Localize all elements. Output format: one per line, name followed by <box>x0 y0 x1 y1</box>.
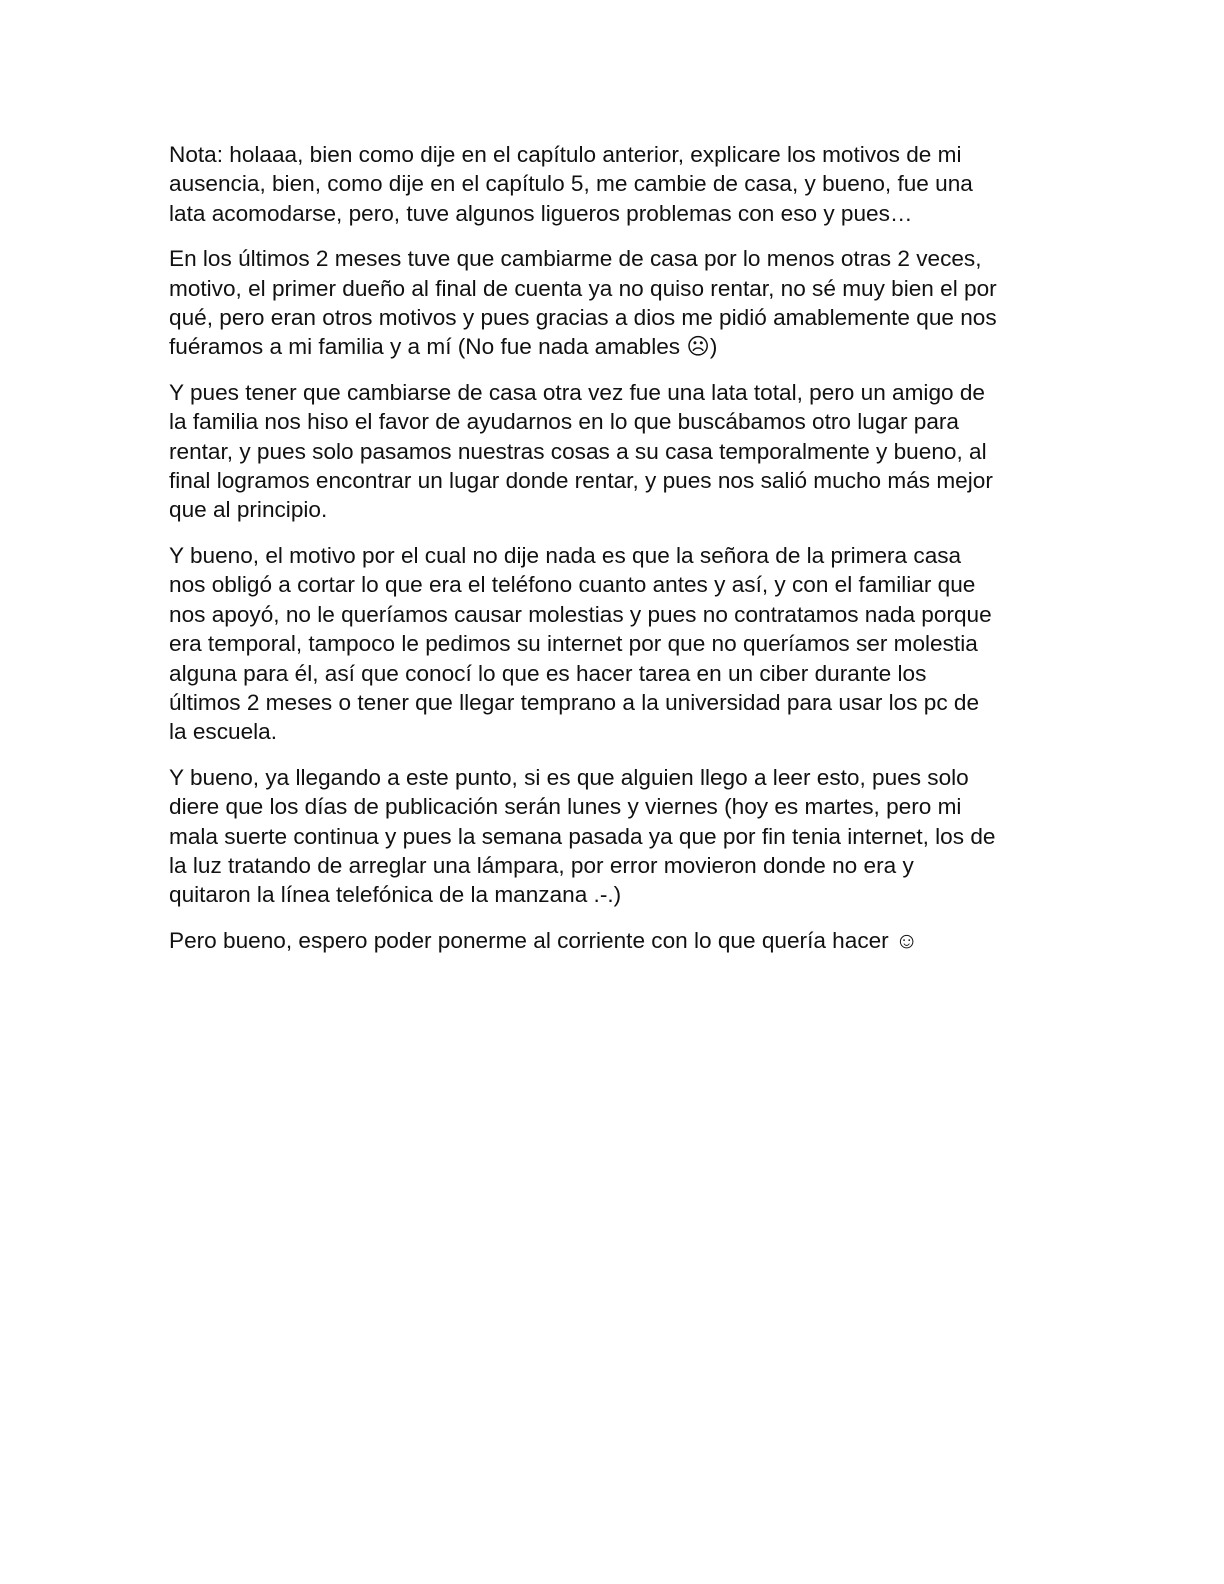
paragraph-publication-days: Y bueno, ya llegando a este punto, si es que alguien llego a leer esto, pues solo diere que los días de publicación serán lunes y viernes (hoy es martes, pero mi mala suerte continua y pues la semana pasada ya que por fin tenia internet, los de la luz tratando de arreglar una lámpara, por error movieron donde no era y quitaron la línea telefónica de la manzana .-.) <box>169 764 996 908</box>
paragraph-no-phone-reason: Y bueno, el motivo por el cual no dije nada es que la señora de la primera casa nos obligó a cortar lo que era el teléfono cuanto antes y así, y con el familiar que nos apoyó, no le queríamos causar molestias y pues no contratamos nada porque era temporal, tampoco le pedimos su internet por que no queríamos ser molestia alguna para él, así que conocí lo que es hacer tarea en un ciber durante los últimos 2 meses o tener que llegar temprano a la universidad para usar los pc de la escuela. <box>169 542 992 745</box>
document-body <box>169 140 1047 971</box>
paragraph-family-friend: Y pues tener que cambiarse de casa otra vez fue una lata total, pero un amigo de la familia nos hiso el favor de ayudarnos en lo que buscábamos otro lugar para rentar, y pues solo pasamos nuestras cosas a su casa temporalmente y bueno, al final logramos encontrar un lugar donde rentar, y pues nos salió mucho más mejor que al principio. <box>169 379 993 523</box>
paragraph-closing: Pero bueno, espero poder ponerme al corriente con lo que quería hacer ☺ <box>169 927 919 953</box>
paragraph-moving-houses: En los últimos 2 meses tuve que cambiarme de casa por lo menos otras 2 veces, motivo, el primer dueño al final de cuenta ya no quiso rentar, no sé muy bien el por qué, pero eran otros motivos y pues gracias a dios me pidió amablemente que nos fuéramos a mi familia y a mí (No fue nada amables ☹) <box>169 246 997 360</box>
paragraph-note-intro: Nota: holaaa, bien como dije en el capítulo anterior, explicare los motivos de mi ausencia, bien, como dije en el capítulo 5, me cambie de casa, y bueno, fue una lata acomodarse, pero, tuve algunos ligueros problemas con eso y pues… <box>169 142 973 226</box>
